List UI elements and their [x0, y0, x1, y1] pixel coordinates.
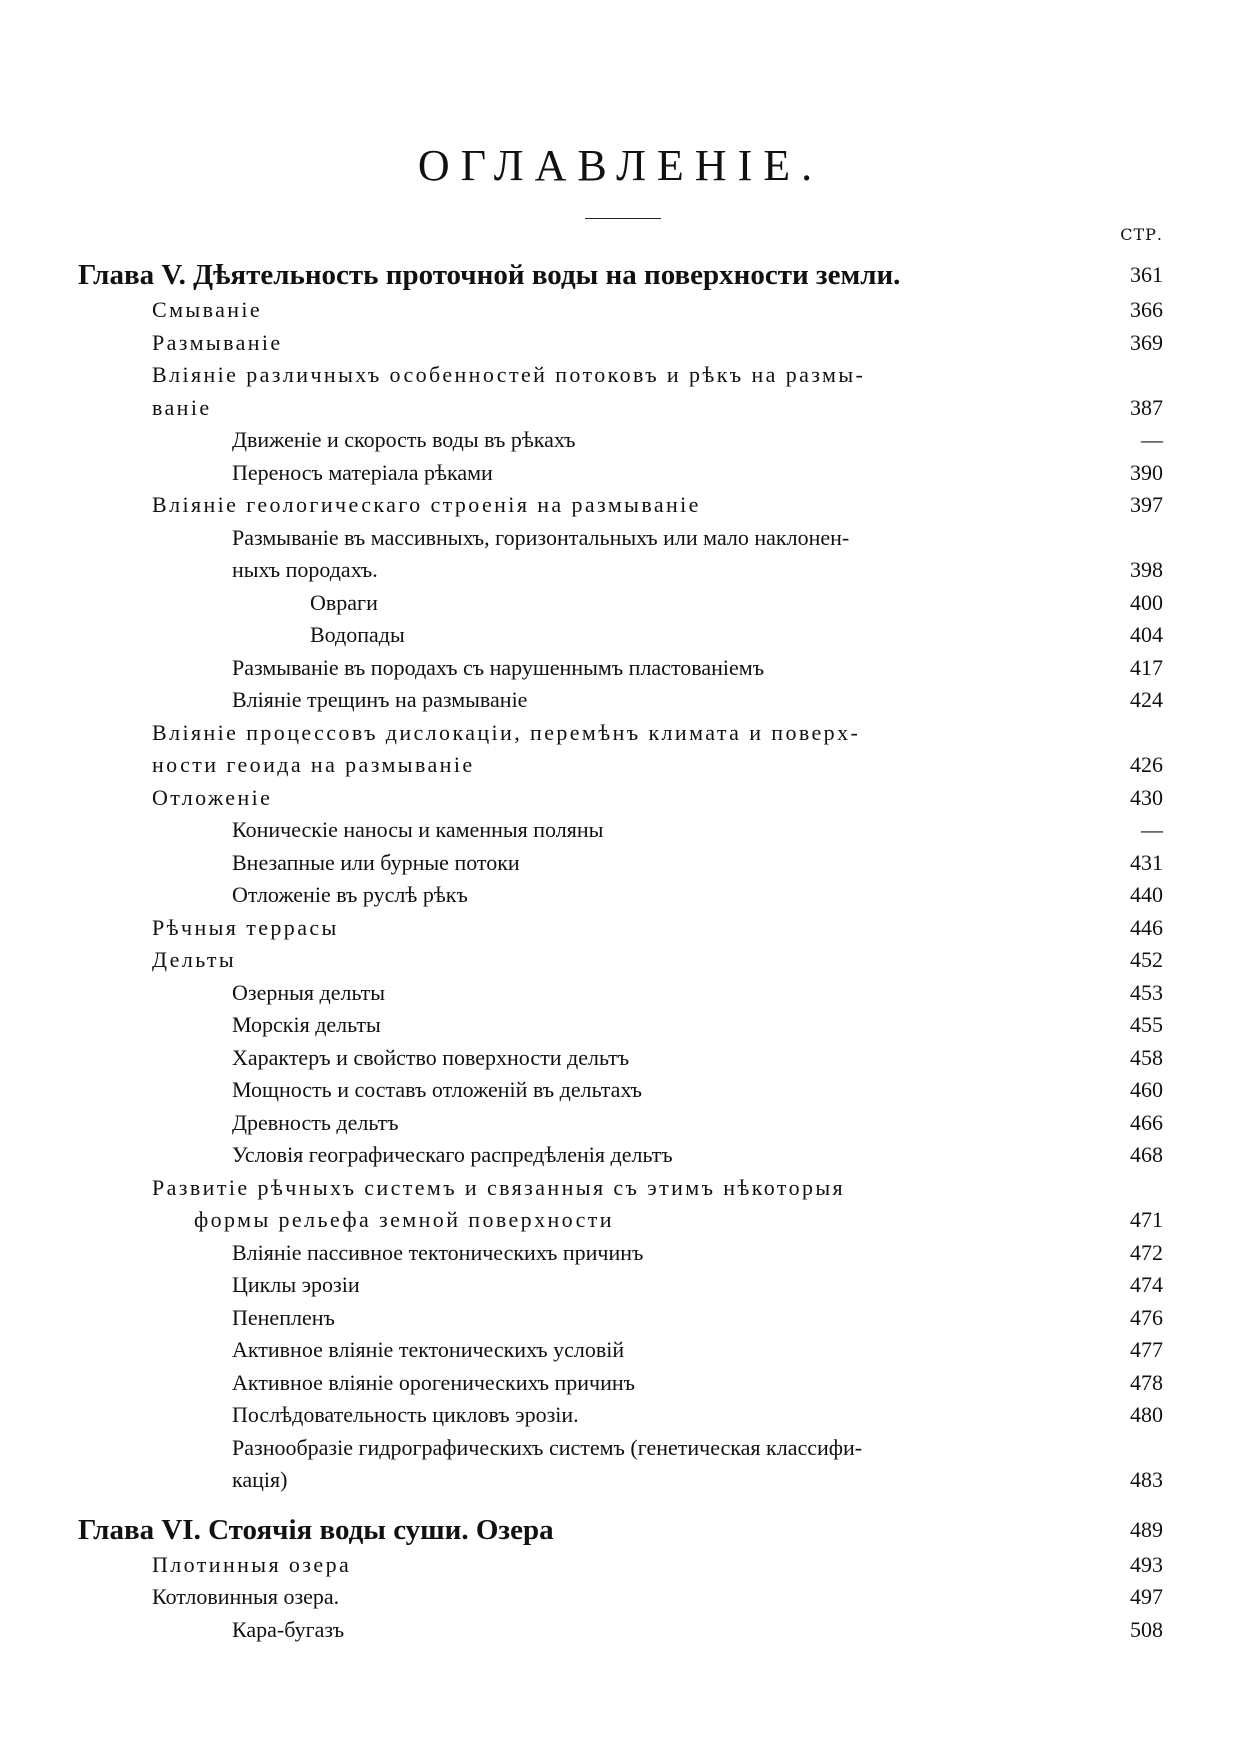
entry-title: Внезапные или бурные потоки: [232, 849, 520, 875]
page-column-label: СТР.: [1120, 225, 1163, 244]
entry-title: Размываніе въ породахъ съ нарушеннымъ пластованіемъ: [232, 654, 765, 680]
page-number: 452: [1130, 947, 1163, 972]
page-number: 460: [1130, 1077, 1163, 1102]
page-number: 493: [1130, 1551, 1163, 1577]
toc-entry: [0, 717, 1241, 782]
page-number: 474: [1130, 1272, 1163, 1297]
toc-entry: [0, 1334, 1241, 1367]
page-title: ОГЛАВЛЕНІЕ.: [417, 141, 824, 190]
toc-entry: [0, 457, 1241, 490]
entry-title: Отложеніе: [152, 784, 273, 810]
entry-title: Движеніе и скорость воды въ рѣкахъ: [232, 427, 576, 452]
toc-entry: [0, 1399, 1241, 1432]
page-number: 400: [1130, 589, 1163, 615]
toc-entry: [0, 522, 1241, 587]
page-number: 478: [1130, 1369, 1163, 1395]
toc-entry: [0, 1074, 1241, 1107]
toc-entry: [0, 1009, 1241, 1042]
entry-title: Вліяніе различныхъ особенностей потоковъ и рѣкъ на размы-: [152, 362, 866, 387]
toc-entry: [0, 359, 1241, 424]
toc-entry: [0, 684, 1241, 717]
toc-entry: [0, 847, 1241, 880]
chapter-heading: Глава VI. Стоячія воды суши. Озера: [78, 1513, 554, 1546]
toc-entry: [0, 1581, 1241, 1614]
entry-title: Размываніе: [152, 329, 283, 355]
entry-title-continuation: ваніе: [152, 394, 212, 420]
page-number: 508: [1130, 1616, 1163, 1642]
page-number: 446: [1130, 914, 1163, 940]
entry-title: Смываніе: [152, 297, 263, 322]
entry-title: Циклы эрозіи: [232, 1272, 360, 1297]
page-number: 430: [1130, 784, 1163, 810]
page-number: 426: [1130, 752, 1163, 777]
page-number: 440: [1130, 882, 1163, 907]
page-number: 455: [1130, 1012, 1163, 1037]
page-number: 417: [1130, 654, 1163, 680]
toc-entry: [0, 489, 1241, 522]
page-number: 397: [1130, 492, 1163, 517]
entry-title: Водопады: [310, 622, 405, 647]
entry-title: Вліяніе геологическаго строенія на размываніе: [152, 492, 701, 517]
entry-title: Развитіе рѣчныхъ системъ и связанныя съ этимъ нѣкоторыя: [152, 1174, 846, 1200]
entry-title: Древность дельтъ: [232, 1109, 399, 1135]
entry-title: Разнообразіе гидрографическихъ системъ (генетическая классифи-: [232, 1434, 863, 1460]
entry-title-continuation: ныхъ породахъ.: [232, 557, 378, 582]
entry-title: Отложеніе въ руслѣ рѣкъ: [232, 882, 468, 907]
toc-entry: [0, 424, 1241, 457]
entry-title: Рѣчныя террасы: [152, 914, 339, 940]
toc-entry: [0, 912, 1241, 945]
page-number: 387: [1130, 394, 1163, 420]
page-number: —: [1141, 427, 1163, 452]
toc-entry: [0, 619, 1241, 652]
page-number: 466: [1130, 1109, 1163, 1135]
toc-entry: [0, 1614, 1241, 1647]
entry-title-continuation: ности геоида на размываніе: [152, 752, 475, 777]
page-number: 480: [1130, 1402, 1163, 1427]
page-number: 424: [1130, 687, 1163, 712]
page-number: 476: [1130, 1304, 1163, 1330]
entry-title: Котловинныя озера.: [152, 1584, 340, 1609]
entry-title-continuation: формы рельефа земной поверхности: [194, 1207, 614, 1232]
page-number: 369: [1130, 329, 1163, 355]
entry-title: Плотинныя озера: [152, 1551, 352, 1577]
toc-entry: [0, 1269, 1241, 1302]
entry-title: Кара-бугазъ: [232, 1616, 345, 1642]
page-number: —: [1141, 817, 1163, 842]
entry-title: Характеръ и свойство поверхности дельтъ: [232, 1044, 630, 1070]
toc-entry: [0, 327, 1241, 360]
entry-title-continuation: кація): [232, 1467, 288, 1492]
toc-entry: [0, 814, 1241, 847]
entry-title: Мощность и составъ отложеній въ дельтахъ: [232, 1077, 642, 1102]
toc-chapter-6: [0, 1511, 1241, 1549]
entry-title: Пенепленъ: [232, 1304, 335, 1330]
page-number: 361: [1130, 262, 1163, 287]
entry-title: Условія географическаго распредѣленія дельтъ: [232, 1142, 673, 1167]
toc-entry: [0, 977, 1241, 1010]
toc-entry: [0, 782, 1241, 815]
page-number: 390: [1130, 459, 1163, 485]
toc-entry: [0, 1367, 1241, 1400]
entry-title: Вліяніе трещинъ на размываніе: [232, 687, 528, 712]
entry-title: Дельты: [152, 947, 237, 972]
page-number: 483: [1130, 1467, 1163, 1492]
toc-chapter-5: [0, 256, 1241, 294]
toc-entry: [0, 587, 1241, 620]
entry-title: Вліяніе процессовъ дислокаціи, перемѣнъ климата и поверх-: [152, 719, 861, 745]
page-number: 458: [1130, 1044, 1163, 1070]
table-of-contents: [0, 256, 1241, 1646]
page-number: 398: [1130, 557, 1163, 582]
page-number: 366: [1130, 297, 1163, 322]
toc-entry: [0, 1139, 1241, 1172]
entry-title: Активное вліяніе тектоническихъ условій: [232, 1337, 625, 1362]
page-number: 472: [1130, 1239, 1163, 1265]
page-number: 497: [1130, 1584, 1163, 1609]
toc-entry: [0, 294, 1241, 327]
toc-entry: [0, 1107, 1241, 1140]
title-divider: [585, 218, 661, 219]
entry-title: Размываніе въ массивныхъ, горизонтальныхъ или мало наклонен-: [232, 524, 850, 550]
page-number: 453: [1130, 979, 1163, 1005]
entry-title: Послѣдовательность цикловъ эрозіи.: [232, 1402, 579, 1427]
toc-entry: [0, 944, 1241, 977]
toc-entry: [0, 1237, 1241, 1270]
toc-entry: [0, 1172, 1241, 1237]
page-number: 489: [1130, 1516, 1163, 1542]
page-number: 431: [1130, 849, 1163, 875]
page-number: 468: [1130, 1142, 1163, 1167]
page-number: 477: [1130, 1337, 1163, 1362]
entry-title: Овраги: [310, 589, 378, 615]
entry-title: Вліяніе пассивное тектоническихъ причинъ: [232, 1239, 644, 1265]
entry-title: Переносъ матеріала рѣками: [232, 459, 493, 485]
chapter-heading: Глава V. Дѣятельность проточной воды на поверхности земли.: [78, 259, 901, 291]
toc-entry: [0, 879, 1241, 912]
toc-entry: [0, 1549, 1241, 1582]
toc-entry: [0, 652, 1241, 685]
entry-title: Морскія дельты: [232, 1012, 381, 1037]
chapter-spacer: [0, 1497, 1241, 1511]
page-number: 404: [1130, 622, 1163, 647]
toc-entry: [0, 1432, 1241, 1497]
page-number: 471: [1130, 1207, 1163, 1232]
entry-title: Коническіе наносы и каменныя поляны: [232, 817, 604, 842]
toc-entry: [0, 1302, 1241, 1335]
toc-entry: [0, 1042, 1241, 1075]
entry-title: Озерныя дельты: [232, 979, 386, 1005]
entry-title: Активное вліяніе орогеническихъ причинъ: [232, 1369, 636, 1395]
